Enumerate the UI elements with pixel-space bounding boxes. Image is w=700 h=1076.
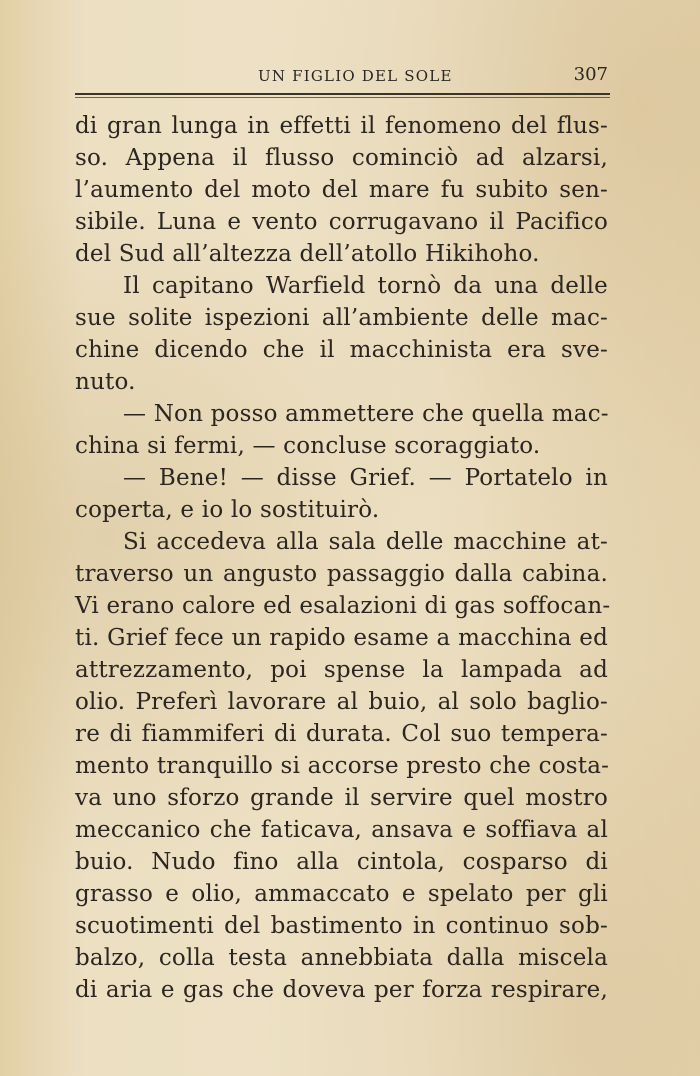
text-line: mento tranquillo si accorse presto che costa- — [75, 753, 610, 779]
text-line: sibile. Luna e vento corrugavano il Pacifico — [75, 209, 608, 235]
text-line: balzo, colla testa annebbiata dalla miscela — [75, 945, 608, 971]
body-text — [75, 110, 611, 1006]
text-line: di aria e gas che doveva per forza respirare, — [75, 977, 608, 1003]
text-line: Il capitano Warfield tornò da una delle — [123, 273, 608, 299]
text-line: Si accedeva alla sala delle macchine at- — [123, 529, 608, 555]
text-line: meccanico che faticava, ansava e soffiava al — [75, 817, 608, 843]
text-line: va uno sforzo grande il servire quel mostro — [75, 785, 608, 811]
text-line: coperta, e io lo sostituirò. — [75, 497, 380, 523]
page-number: 307 — [573, 64, 608, 85]
text-line: del Sud all’altezza dell’atollo Hikihoho. — [75, 241, 540, 267]
text-line: attrezzamento, poi spense la lampada ad — [75, 657, 608, 683]
header-rule — [75, 93, 610, 95]
running-head — [75, 64, 610, 88]
text-line: china si fermi, — concluse scoraggiato. — [75, 433, 541, 459]
text-line: — Non posso ammettere che quella mac- — [123, 401, 609, 427]
text-line: l’aumento del moto del mare fu subito sen- — [75, 177, 608, 203]
text-line: olio. Preferì lavorare al buio, al solo baglio- — [75, 689, 608, 715]
text-line: traverso un angusto passaggio dalla cabina. — [75, 561, 608, 587]
text-line: grasso e olio, ammaccato e spelato per gli — [75, 881, 608, 907]
header-rule-thin — [75, 97, 610, 98]
text-line: scuotimenti del bastimento in continuo sob- — [75, 913, 608, 939]
text-line: nuto. — [75, 369, 136, 395]
text-line: Vi erano calore ed esalazioni di gas soffocan- — [75, 593, 611, 619]
text-line: ti. Grief fece un rapido esame a macchina ed — [75, 625, 608, 651]
text-line: re di fiammiferi di durata. Col suo tempera- — [75, 721, 608, 747]
text-line: — Bene! — disse Grief. — Portatelo in — [123, 465, 608, 491]
running-title: UN FIGLIO DEL SOLE — [258, 67, 453, 85]
text-line: chine dicendo che il macchinista era sve- — [75, 337, 608, 363]
text-line: so. Appena il flusso cominciò ad alzarsi, — [75, 145, 608, 171]
text-line: sue solite ispezioni all’ambiente delle mac- — [75, 305, 608, 331]
text-line: buio. Nudo fino alla cintola, cosparso di — [75, 849, 608, 875]
text-line: di gran lunga in effetti il fenomeno del flus- — [75, 113, 608, 139]
